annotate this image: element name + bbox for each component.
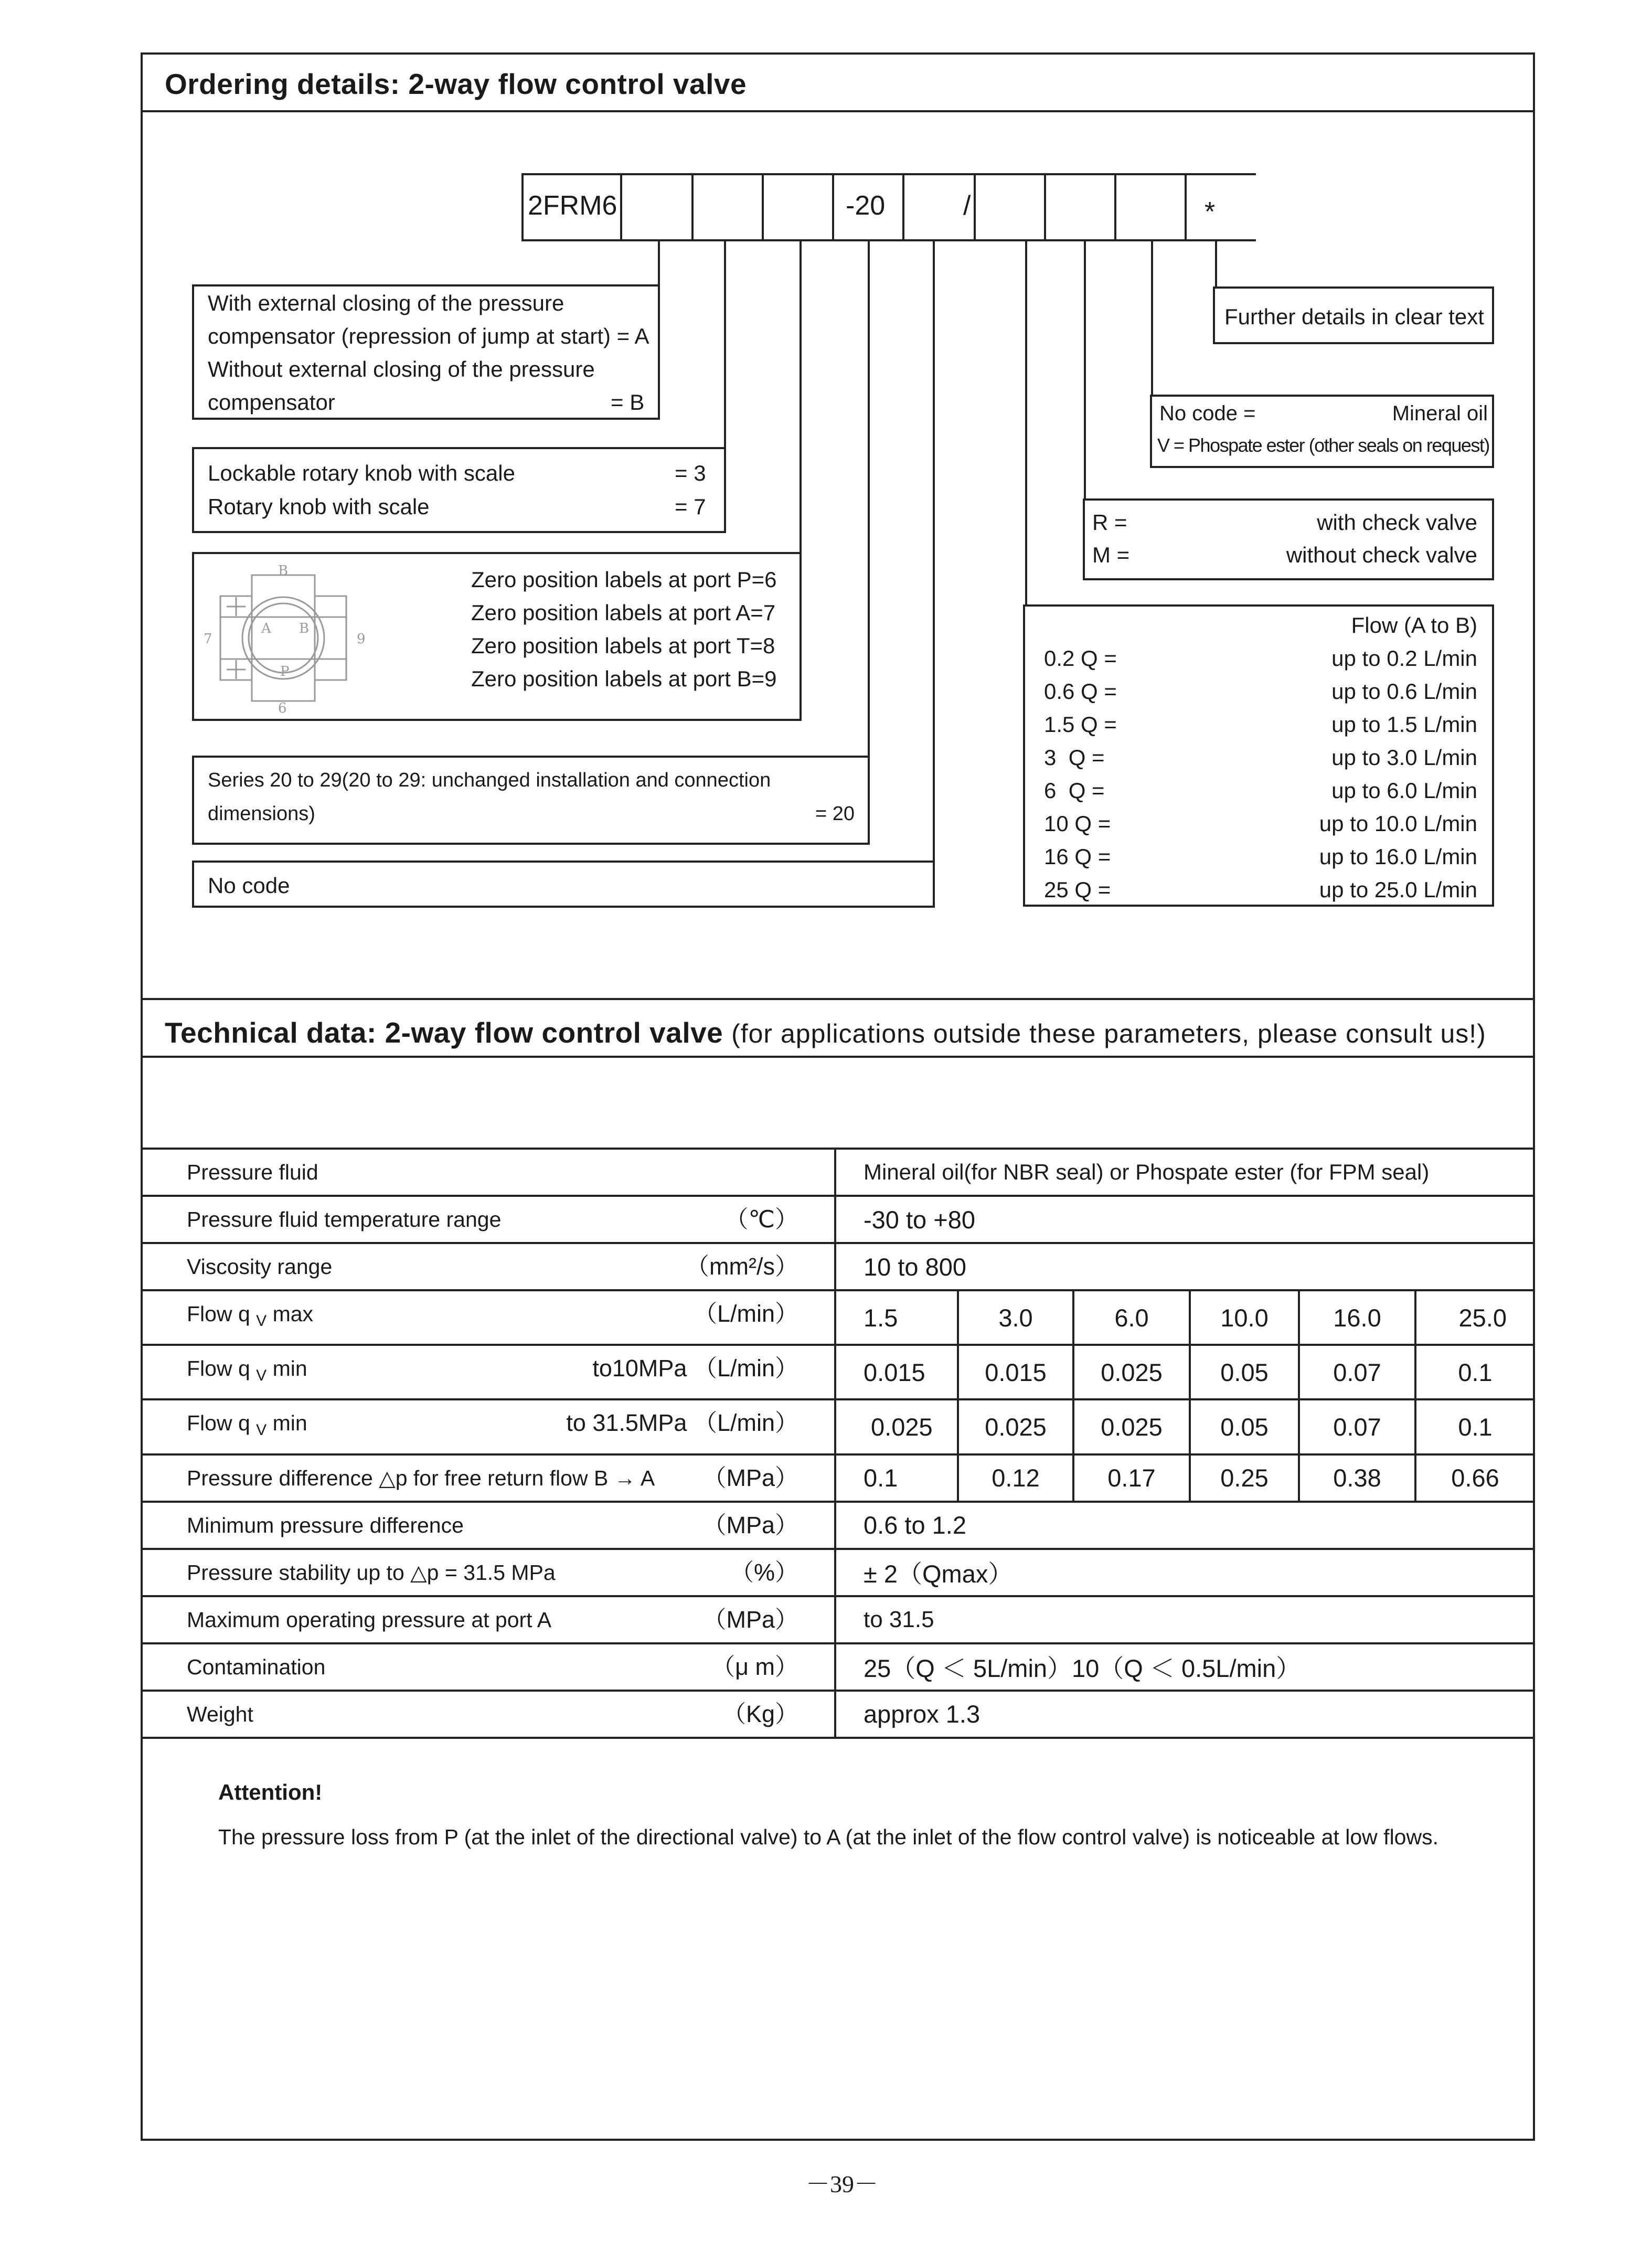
no-code-box: No code	[192, 861, 935, 908]
table-row: Flow q $_V$ min to 31.5MPa （L/min） 0.025 0.025 0.025 0.05 0.07 0.1	[142, 1399, 1534, 1454]
diagram-label-left: 7	[204, 631, 212, 647]
header-divider	[141, 110, 1535, 112]
knob-box: Lockable rotary knob with scale = 3 Rotary knob with scale = 7	[192, 447, 726, 533]
code-asterisk: *	[1205, 197, 1216, 227]
zero-position-box	[192, 552, 802, 721]
page-number: －39－	[806, 2171, 878, 2197]
zero-pos-b: Zero position labels at port B=9	[471, 666, 777, 691]
table-row: Flow q $_V$ max （L/min） 1.5 3.0 6.0 10.0 16.0 25.0	[142, 1290, 1534, 1345]
diagram-label-right: 9	[357, 631, 366, 647]
flow-box: Flow (A to B) 0.2 Q = up to 0.2 L/min 0.6 Q = up to 0.6 L/min 1.5 Q = up to 1.5 L/min 3 Q = up to 3.0 L/min 6 Q = up to 6.0 L/min 10 Q = up to 10.0 L/min 16 Q = up to 16.0 L/min 25 Q = up to 25.0 L/min	[1023, 604, 1494, 907]
series-box: Series 20 to 29(20 to 29: unchanged installation and connection dimensions) = 20	[192, 756, 870, 845]
seal-box: No code = Mineral oil V = Phospate ester (other seals on request)	[1150, 395, 1494, 468]
compensator-box: With external closing of the pressure compensator (repression of jump at start) = A Without external closing of the pressure compensator = B	[192, 284, 660, 420]
table-row: Pressure fluid Mineral oil(for NBR seal) or Phospate ester (for FPM seal)	[142, 1149, 1534, 1196]
zero-pos-a: Zero position labels at port A=7	[471, 600, 776, 625]
zero-pos-p: Zero position labels at port P=6	[471, 567, 777, 592]
code-base: 2FRM6	[528, 190, 617, 221]
zero-pos-t: Zero position labels at port T=8	[471, 633, 775, 658]
table-row: Pressure difference △p for free return flow B → A （MPa） 0.1 0.12 0.17 0.25 0.38 0.66	[142, 1454, 1534, 1502]
diagram-label-a: A	[261, 621, 271, 636]
diagram-label-b: B	[299, 621, 310, 636]
table-row: Contamination （μ m） 25（Q ＜ 5L/min）10（Q ＜ 0.5L/min）	[142, 1643, 1534, 1691]
check-valve-box: R = with check valve M = without check valve	[1083, 498, 1494, 580]
diagram-label-top: B	[278, 563, 289, 579]
attention-heading: Attention!	[218, 1780, 323, 1804]
flow-header: Flow (A to B)	[1351, 613, 1477, 638]
technical-data-table	[142, 1148, 1534, 1739]
diagram-label-p: P	[280, 664, 290, 679]
code-slash: /	[963, 190, 971, 221]
table-row: Flow q $_V$ min to10MPa （L/min） 0.015 0.015 0.025 0.05 0.07 0.1	[142, 1345, 1534, 1399]
table-row: Maximum operating pressure at port A （MPa） to 31.5	[142, 1596, 1534, 1643]
technical-title: Technical data: 2-way flow control valve (for applications outside these parameters, please consult us!)	[165, 1016, 1486, 1049]
port-knob-diagram	[199, 559, 388, 717]
diagram-label-bottom: 6	[278, 700, 287, 716]
ordering-title: Ordering details: 2-way flow control valve	[165, 68, 747, 100]
table-row: Pressure stability up to △p = 31.5 MPa （%） ± 2（Qmax）	[142, 1549, 1534, 1596]
further-details-box: Further details in clear text	[1213, 286, 1494, 344]
type-code-strip	[521, 173, 1256, 241]
table-row: Weight （Kg） approx 1.3	[142, 1691, 1534, 1738]
table-row: Minimum pressure difference （MPa） 0.6 to 1.2	[142, 1502, 1534, 1549]
attention-text: The pressure loss from P (at the inlet of the directional valve) to A (at the inlet of the flow control valve) is noticeable at low flows.	[218, 1825, 1438, 1849]
code-series: -20	[846, 190, 886, 221]
table-row: Viscosity range （mm²/s） 10 to 800	[142, 1243, 1534, 1290]
table-row: Pressure fluid temperature range （℃） -30 to +80	[142, 1196, 1534, 1243]
